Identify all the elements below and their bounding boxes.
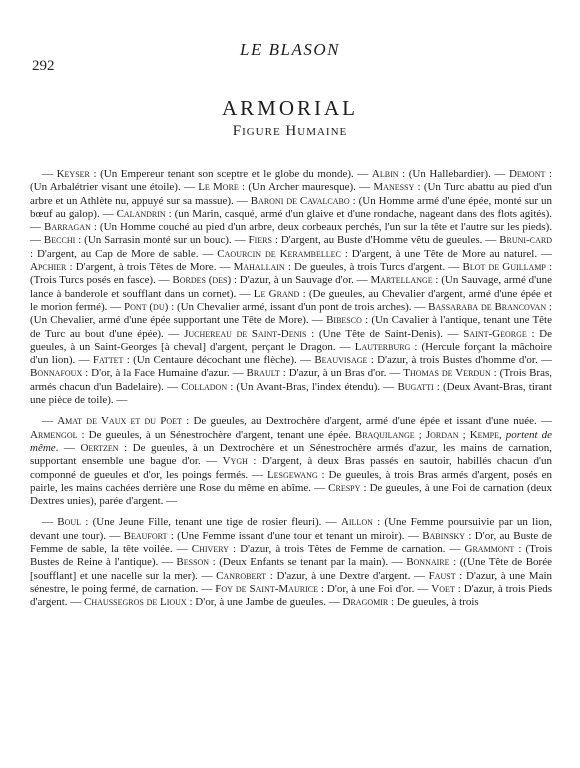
blazon-text: : (Trois Bustes de Reine à l'antique). — xyxy=(30,543,552,569)
family-name: Jordan xyxy=(425,428,459,441)
blazon-text: : (Un Chevalier, armé d'une épée supportant une Tête de More). — xyxy=(30,300,552,327)
blazon-text: : D'azur, à un Sauvage d'or. — xyxy=(231,274,371,287)
paragraph-bras xyxy=(30,415,552,508)
family-name: Lauterburg xyxy=(354,340,411,353)
blazon-text: : De gueules, à un Sénestrochère d'argent, tenant une épée. xyxy=(77,428,355,441)
family-name: Albin xyxy=(371,168,399,180)
page-number: 292 xyxy=(32,58,55,74)
blazon-text: . — xyxy=(55,441,81,454)
blazon-text: : ((Une Tête de Borée [soufflant] et une nacelle sur la mer). — xyxy=(30,556,552,582)
blazon-text: : (Un Hallebardier). — xyxy=(398,168,509,180)
blazon-text: : (Un Chevalier armé, issant d'un pont de trois arches). — xyxy=(168,300,429,313)
blazon-text: : D'azur, à trois Têtes de Femme de carnation. — xyxy=(228,543,465,556)
family-name: Brault xyxy=(246,367,280,380)
family-name: Calandrin xyxy=(116,207,166,220)
blazon-text: : De gueules, à trois Bras armés d'argent, posés en pairle, les mains cachées derrière une Rose du même en abîme. — xyxy=(30,468,552,494)
page-header xyxy=(0,0,580,100)
family-name: Bassaraba de Brancovan xyxy=(428,300,547,313)
blazon-text: — xyxy=(42,516,58,529)
family-name: Apchier xyxy=(30,261,67,274)
blazon-text: : De gueules, au Dextrochère d'argent, armé d'une épée et issant d'une nuée. — xyxy=(181,415,553,428)
section-title: ARMORIAL xyxy=(221,96,358,120)
blazon-text: : (De gueules, au Chevalier d'argent, armé d'une épée et le morion fermé). — xyxy=(30,287,552,313)
family-name: Bordes (des) xyxy=(172,274,232,287)
family-name: Bruni-card xyxy=(499,234,552,247)
italic-text: portent de même xyxy=(30,428,552,454)
family-name: Oertzen xyxy=(80,441,119,454)
running-title: LE BLASON xyxy=(240,40,340,59)
family-name: Bugatti xyxy=(397,380,434,393)
blazon-text: : D'azur, à une Dextre d'argent. — xyxy=(266,569,429,582)
blazon-text: : D'azur, à trois Pieds d'argent. — xyxy=(30,582,553,609)
blazon-text: : D'azur, à un Bras d'or. — xyxy=(279,367,404,380)
family-name: Beaufort xyxy=(123,529,168,542)
family-name: Faust xyxy=(428,569,456,582)
blazon-text: ; xyxy=(458,428,470,441)
family-name: Demont xyxy=(508,168,546,180)
blazon-text: : (Hercule forçant la mâchoire d'un lion). — xyxy=(30,340,553,367)
family-name: Chaussegros de Lioux xyxy=(84,596,187,609)
family-name: Canrobert xyxy=(216,569,267,582)
family-name: Dragomir xyxy=(342,596,389,609)
family-name: Grammont xyxy=(464,543,515,556)
blazon-text: : De gueules, à une Foi de carnation (deux Dextres unies), parée d'argent. — xyxy=(30,481,552,508)
blazon-text: : (Une Tête de Saint-Denis). — xyxy=(306,327,464,340)
family-name: Le Grand xyxy=(253,287,300,300)
family-name: Amat de Vaux et du Poet xyxy=(57,415,182,428)
paragraph-hommes xyxy=(30,168,552,407)
family-name: Martellange xyxy=(370,274,433,287)
blazon-text: : (un Marin, casqué, armé d'un glaive et d'une rondache, nageant dans des flots agités). — xyxy=(30,207,552,234)
blazon-text: : (Un Homme couché au pied d'un arbre, deux corbeaux perchés, l'un sur la tête et l'autre sur les pieds). — xyxy=(30,221,552,247)
blazon-text: : (Trois Bras, armés chacun d'un Badelaire). — xyxy=(30,367,552,393)
blazon-text: : (Un Centaure décochant une flèche). — xyxy=(123,354,315,367)
family-name: Bonnaire xyxy=(406,556,450,569)
family-name: Chivery xyxy=(191,543,229,556)
blazon-text: : De gueules, à un Saint-Georges [à cheval] d'argent, perçant le Dragon. — xyxy=(30,327,552,353)
blazon-text: : (Une Jeune Fille, tenant une tige de rosier fleuri). — xyxy=(81,516,341,529)
blazon-text: : D'azur, à trois Bustes d'homme d'or. — xyxy=(367,354,552,367)
family-name: Foy de Saint-Maurice xyxy=(215,582,318,595)
family-name: Aillon xyxy=(340,516,373,529)
blazon-text: : (Un Archer mauresque). — xyxy=(238,181,374,194)
family-name: Saint-George xyxy=(463,327,527,340)
blazon-text: : (Un Turc abattu au pied d'un arbre et un Athlète nu, appuyé sur sa massue). — xyxy=(30,181,552,207)
blazon-text: : D'azur, à une Main sénestre, le poing fermé, de carnation. — xyxy=(30,569,553,595)
blazon-text: ; xyxy=(414,428,426,441)
blazon-text: : (Un Homme armé d'une épée, monté sur un bœuf au galop). — xyxy=(30,194,552,220)
family-name: Thomas de Verdun xyxy=(403,367,491,380)
blazon-text: : (Un Arbalétrier visant une étoile). — xyxy=(30,168,553,194)
family-name: Becchi xyxy=(43,234,76,247)
section-subtitle: Figure Humaine xyxy=(232,123,348,139)
blazon-text: : D'or, à une Jambe de gueules. — xyxy=(186,596,343,609)
blazon-text: : (Un Avant-Bras, l'index étendu). — xyxy=(227,380,398,393)
family-name: Beauvisage xyxy=(314,354,368,367)
family-name: Bibesco xyxy=(326,314,362,327)
family-name: Voet xyxy=(431,582,455,595)
blazon-text: : (Deux Enfants se tenant par la main). — xyxy=(209,556,407,569)
blazon-text: : D'argent, au Cap de More de sable. — xyxy=(30,247,218,260)
family-name: Blot de Guillamp xyxy=(462,261,546,274)
blazon-text: : De gueules, à un Dextrochère et un Sénestrochère armés d'azur, les mains de carnation, supportant ensemble une bague d'or. — xyxy=(30,441,553,468)
blazon-text: : (Un Sauvage, armé d'une lance à banderole et soufflant dans un cornet). — xyxy=(30,274,552,300)
blazon-text: : (Trois Turcs posés en fasce). — xyxy=(30,261,552,287)
family-name: Keyser xyxy=(56,168,90,180)
family-name: Bonnafoux xyxy=(30,367,83,380)
family-name: Crespy xyxy=(328,481,361,494)
family-name: Kempe xyxy=(469,428,499,441)
blazon-text: : (Un Empereur tenant son sceptre et le globe du monde). — xyxy=(89,168,372,180)
family-name: Baroni de Cavalcabo xyxy=(250,194,350,207)
blazon-text: , xyxy=(499,428,506,441)
paragraph-femmes xyxy=(30,516,552,609)
blazon-text: : (Un Cavalier à l'antique, tenant une Tête de Turc au bout d'une épée). — xyxy=(30,314,552,340)
family-name: Lesgewang xyxy=(266,468,318,481)
family-name: Juchereau de Saint-Denis xyxy=(184,327,307,340)
family-name: Pont (du) xyxy=(124,300,169,313)
family-name: Mahallain xyxy=(233,261,285,274)
blazon-text: : D'or, à la Face Humaine d'azur. — xyxy=(82,367,247,380)
family-name: Braquilange xyxy=(354,428,415,441)
family-name: Fiers xyxy=(248,234,272,247)
blazon-text: : D'argent, à deux Bras passés en sautoir, habillés chacun d'un componné de gueules et d'or, les poings fermés. — xyxy=(30,455,552,481)
blazon-text: : De gueules, à trois xyxy=(388,596,479,609)
blazon-text: : D'or, à une Foi d'or. — xyxy=(317,582,432,595)
blazon-text: — xyxy=(42,168,57,180)
family-name: Colladon xyxy=(181,380,228,393)
family-name: Armengol xyxy=(30,428,78,441)
blazon-text: : (Deux Avant-Bras, tirant une pièce de toile). — xyxy=(30,380,552,407)
family-name: Boul xyxy=(57,516,82,529)
blazon-text: : D'argent, à une Tête de More au naturel. — xyxy=(340,247,553,260)
family-name: Le More xyxy=(198,181,239,194)
blazon-text: : (Un Sarrasin monté sur un bouc). — xyxy=(75,234,249,247)
blazon-text: : D'or, au Buste de Femme de sable, la tête voilée. — xyxy=(30,529,552,556)
blazon-text: : (Une Femme issant d'une tour et tenant un miroir). — xyxy=(167,529,423,542)
family-name: Vygh xyxy=(222,455,248,468)
blazon-text: — xyxy=(42,415,58,428)
armorial-body xyxy=(30,168,552,618)
blazon-text: : De gueules, à trois Turcs d'argent. — xyxy=(284,261,463,274)
family-name: Barragan xyxy=(43,221,91,234)
family-name: Manessy xyxy=(373,181,415,194)
blazon-text: : D'argent, à trois Têtes de More. — xyxy=(66,261,234,274)
family-name: Babinsky xyxy=(422,529,466,542)
family-name: Besson xyxy=(176,556,210,569)
blazon-text: : D'argent, au Buste d'Homme vêtu de gueules. — xyxy=(271,234,500,247)
family-name: Caourcin de Kerambellec xyxy=(217,247,341,260)
family-name: Fattet xyxy=(92,354,124,367)
blazon-text: : (Une Femme poursuivie par un lion, devant une tour). — xyxy=(30,516,552,542)
